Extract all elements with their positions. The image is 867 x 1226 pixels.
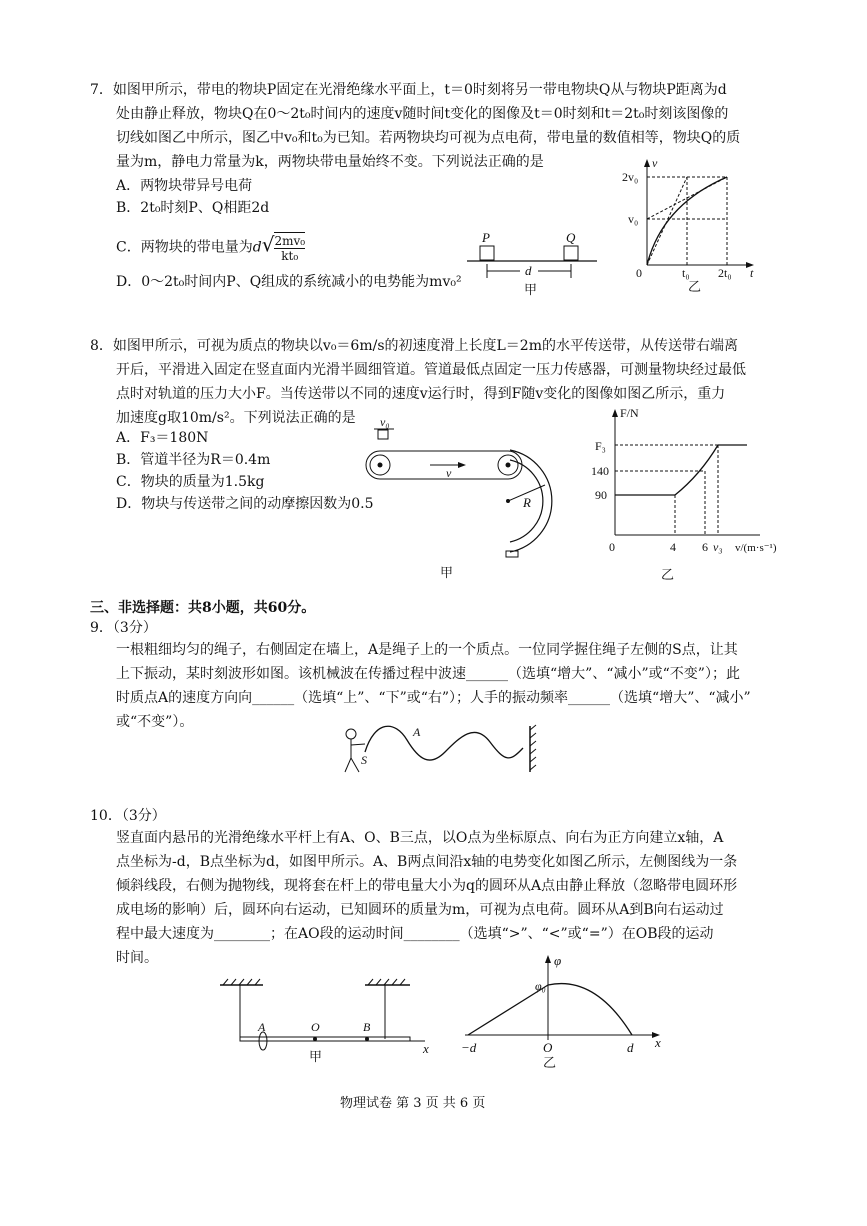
- q10-yi-neg-d: −d: [461, 1040, 477, 1055]
- q7-yi-t-label: t: [750, 266, 754, 280]
- q8-option-a: A．F₃＝180N: [116, 430, 209, 446]
- q7-option-c-num: 2mv₀: [274, 234, 306, 248]
- q8-jia-caption: 甲: [440, 565, 454, 580]
- q9-person-arm: [351, 744, 365, 745]
- q10-yi-d: d: [627, 1040, 634, 1055]
- q8-figure-jia: [360, 415, 565, 585]
- q10-jia-caption: 甲: [309, 1049, 323, 1064]
- q8-jia-v0: v₀: [380, 415, 390, 429]
- q7-yi-origin: 0: [636, 266, 642, 280]
- q9-heading: 9．（3分）: [90, 620, 157, 636]
- q7-figure-yi: [622, 155, 762, 295]
- q8-option-c: C．物块的质量为1.5kg: [116, 474, 265, 490]
- q7-option-c-den: kt₀: [281, 249, 299, 263]
- q7-line4: 量为m，静电力常量为k，两物块带电量始终不变。下列说法正确的是: [116, 154, 544, 170]
- q7-option-c-prefix: C．两物块的带电量为: [116, 239, 253, 256]
- q9-wave: [365, 726, 523, 760]
- q8-jia-axle-right: [506, 463, 511, 468]
- q8-jia-v: v: [446, 466, 452, 480]
- q8-yi-caption: 乙: [661, 567, 675, 582]
- q7-line1: 7．如图甲所示，带电的物块P固定在光滑绝缘水平面上，t＝0时刻将另一带电物块Q从与物块P距离为d: [90, 82, 727, 98]
- q10-yi-origin: O: [543, 1040, 553, 1055]
- q8-line2: 开后，平滑进入固定在竖直面内光滑半圆细管道。管道最低点固定一压力传感器，可测量物块经过最低: [116, 362, 746, 378]
- q7-option-c-d: d: [252, 239, 262, 256]
- q9-person-head: [346, 729, 356, 739]
- q10-yi-caption: 乙: [543, 1055, 557, 1070]
- q7-jia-caption: 甲: [524, 282, 538, 297]
- q8-yi-x4: 4: [670, 540, 676, 554]
- q8-yi-x6: 6: [702, 540, 708, 554]
- q10-jia-x: x: [423, 1041, 429, 1056]
- q9-figure: [335, 722, 550, 777]
- q9-line1: 一根粗细均匀的绳子，右侧固定在墙上，A是绳子上的一个质点。一位同学握住绳子左侧的S点，让其: [116, 642, 738, 658]
- q10-jia-o: O: [311, 1020, 320, 1034]
- q7-option-b: B．2t₀时刻P、Q相距2d: [116, 200, 270, 216]
- q8-yi-140: 140: [591, 464, 609, 478]
- q7-jia-block-q: [564, 246, 578, 260]
- q7-line2: 处由静止释放，物块Q在0～2t₀时间内的速度v随时间t变化的图像及t＝0时刻和t＝2t₀时刻该图像的: [116, 106, 729, 122]
- q10-figure-jia: [215, 965, 440, 1065]
- q7-yi-v0: v₀: [628, 212, 639, 226]
- q10-yi-phi: φ: [554, 953, 562, 968]
- q8-option-d: D．物块与传送带之间的动摩擦因数为0.5: [116, 496, 374, 512]
- q9-line3: 时质点A的速度方向向______（选填“上”、“下”或“右”）；人手的振动频率______（选填“增大”、“减小”: [116, 690, 751, 706]
- q7-yi-tangent-t0: [647, 177, 687, 265]
- q10-figure-yi: [455, 950, 675, 1070]
- q10-jia-hatch-right: [368, 979, 405, 985]
- q7-jia-block-p: [480, 246, 494, 260]
- q7-yi-v-label: v: [652, 156, 658, 170]
- q8-yi-origin: 0: [609, 540, 615, 554]
- q8-jia-axle-left: [378, 463, 383, 468]
- q7-yi-2v0: 2v₀: [622, 170, 639, 184]
- q7-option-d: D．0～2t₀时间内P、Q组成的系统减小的电势能为mv₀²: [116, 274, 462, 290]
- q10-yi-x: x: [655, 1035, 661, 1050]
- q10-line5: 程中最大速度为________；在AO段的运动时间________（选填“>”、“<”或“=”）在OB段的运动: [116, 926, 714, 942]
- q10-jia-b-point: [365, 1037, 369, 1041]
- q10-line4: 成电场的影响）后，圆环向右运动，已知圆环的质量为m，可视为点电荷。圆环从A到B向右运动过: [116, 902, 724, 918]
- q8-line3: 点时对轨道的压力大小F。当传送带以不同的速度v运行时，得到F随v变化的图像如图乙所示，重力: [116, 386, 726, 402]
- q10-line1: 竖直面内悬吊的光滑绝缘水平杆上有A、O、B三点，以O点为坐标原点、向右为正方向建立x轴，A: [116, 830, 724, 846]
- q8-figure-yi: [585, 405, 815, 585]
- q10-jia-a: A: [258, 1020, 266, 1034]
- q7-yi-curve: [647, 177, 727, 265]
- q9-label-a: A: [413, 725, 421, 739]
- q10-jia-o-point: [313, 1037, 317, 1041]
- q8-line1: 8．如图甲所示，可视为质点的物块以v₀＝6m/s的初速度滑上长度L＝2m的水平传送带，从传送带右端离: [90, 338, 738, 354]
- section-3-heading: 三、非选择题：共8小题，共60分。: [90, 600, 316, 616]
- q8-yi-90: 90: [595, 488, 607, 502]
- q10-jia-hatch-left: [223, 979, 260, 985]
- q8-jia-v-arrowhead: [458, 462, 466, 468]
- q7-option-a: A．两物块带异号电荷: [116, 178, 253, 194]
- q8-jia-block: [378, 430, 388, 439]
- q10-yi-phi-arrow: [545, 955, 551, 963]
- q7-yi-t0: t₀: [682, 266, 690, 280]
- q10-line3: 倾斜线段，右侧为抛物线，现将套在杆上的带电量大小为q的圆环从A点由静止释放（忽略带电圆环形: [116, 878, 738, 894]
- q7-option-c: C．两物块的带电量为d√ $\frac{\text{2mv₀}}{\text{kt₀}}$: [116, 232, 306, 263]
- q7-jia-label-q: Q: [566, 230, 576, 245]
- q7-jia-label-p: P: [482, 230, 490, 245]
- q7-yi-2t0: 2t₀: [718, 266, 732, 280]
- q8-yi-f3: F₃: [595, 439, 606, 453]
- q8-yi-rising: [675, 445, 718, 495]
- q9-person-leg-right: [351, 758, 359, 772]
- q9-label-s: S: [361, 753, 367, 767]
- q10-yi-phi0: φ₀: [535, 979, 546, 993]
- page-footer: 物理试卷 第 3 页 共 6 页: [340, 1096, 486, 1111]
- q8-option-b: B．管道半径为R＝0.4m: [116, 452, 271, 468]
- q10-heading: 10．（3分）: [90, 808, 166, 824]
- q7-figure-jia: [462, 228, 602, 298]
- q7-yi-caption: 乙: [688, 279, 702, 294]
- q7-jia-label-d: d: [525, 263, 532, 278]
- q8-yi-v3: v₃: [713, 540, 723, 554]
- q8-yi-f-arrow: [612, 409, 618, 417]
- q9-wall-hatch: [530, 725, 536, 770]
- q9-person-leg-left: [345, 758, 351, 772]
- q9-line2: 上下振动，某时刻波形如图。该机械波在传播过程中波速______（选填“增大”、“减小”或“不变”）；此: [116, 666, 740, 682]
- q8-yi-f-label: F/N: [620, 406, 639, 420]
- q8-line4: 加速度g取10m/s²。下列说法正确的是: [116, 410, 356, 426]
- q7-yi-v-arrow: [644, 159, 650, 167]
- q10-jia-b: B: [363, 1020, 371, 1034]
- q10-yi-parabola: [548, 984, 632, 1035]
- q10-line6: 时间。: [116, 950, 158, 966]
- q8-jia-r: R: [523, 495, 531, 510]
- q7-line3: 切线如图乙中所示，图乙中v₀和t₀为已知。若两物块均可视为点电荷，带电量的数值相等，物块Q的质: [116, 130, 741, 146]
- q9-line4: 或“不变”）。: [116, 714, 194, 730]
- q8-yi-v-label: v/(m·s⁻¹): [735, 542, 777, 554]
- q10-line2: 点坐标为-d，B点坐标为d，如图甲所示。A、B两点间沿x轴的电势变化如图乙所示，左侧图线为一条: [116, 854, 738, 870]
